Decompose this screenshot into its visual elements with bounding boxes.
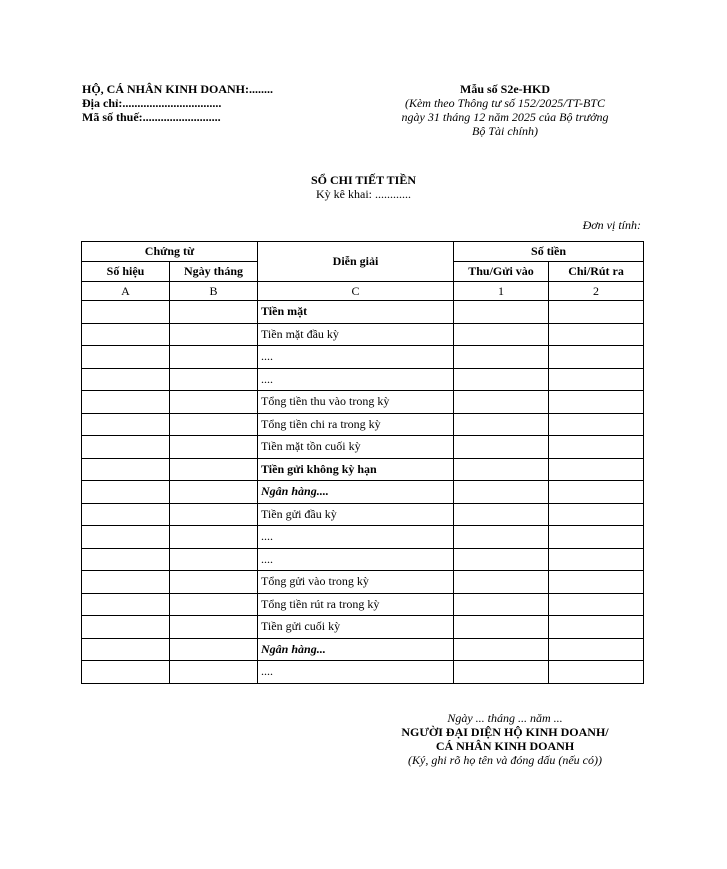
amount-out-cell bbox=[549, 548, 644, 571]
header-voucher-date: Ngày tháng bbox=[170, 262, 258, 282]
voucher-date-cell bbox=[170, 661, 258, 684]
description-cell: Tiền gửi đầu kỳ bbox=[258, 503, 454, 526]
amount-in-cell bbox=[454, 526, 549, 549]
table-row bbox=[82, 526, 644, 549]
amount-in-cell bbox=[454, 458, 549, 481]
signature-date: Ngày ... tháng ... năm ... bbox=[447, 711, 563, 725]
address-line: Địa chỉ:................................. bbox=[82, 96, 222, 110]
form-reference bbox=[380, 82, 630, 138]
voucher-number-cell bbox=[82, 661, 170, 684]
table-row bbox=[82, 503, 644, 526]
description-cell: Tổng tiền chi ra trong kỳ bbox=[258, 413, 454, 436]
description-cell: Tiền mặt đầu kỳ bbox=[258, 323, 454, 346]
tax-code-line: Mã số thuế:.......................... bbox=[82, 110, 221, 124]
amount-in-cell bbox=[454, 571, 549, 594]
voucher-date-cell bbox=[170, 458, 258, 481]
business-name-line: HỘ, CÁ NHÂN KINH DOANH:........ bbox=[82, 82, 273, 96]
unit-label: Đơn vị tính: bbox=[582, 218, 641, 232]
table-row bbox=[82, 368, 644, 391]
amount-in-cell bbox=[454, 391, 549, 414]
description-cell: Tổng tiền rút ra trong kỳ bbox=[258, 593, 454, 616]
business-info bbox=[82, 82, 273, 124]
column-letter: C bbox=[258, 282, 454, 301]
form-number: Mẫu số S2e-HKD bbox=[460, 82, 550, 96]
amount-out-cell bbox=[549, 526, 644, 549]
voucher-date-cell bbox=[170, 503, 258, 526]
table-row bbox=[82, 458, 644, 481]
amount-out-cell bbox=[549, 436, 644, 459]
header-amount-out: Chi/Rút ra bbox=[549, 262, 644, 282]
amount-out-cell bbox=[549, 413, 644, 436]
reporting-period: Kỳ kê khai: ............ bbox=[316, 187, 411, 201]
column-letter: 2 bbox=[549, 282, 644, 301]
voucher-date-cell bbox=[170, 391, 258, 414]
description-cell: .... bbox=[258, 368, 454, 391]
voucher-number-cell bbox=[82, 301, 170, 324]
description-cell: Tổng tiền thu vào trong kỳ bbox=[258, 391, 454, 414]
voucher-number-cell bbox=[82, 571, 170, 594]
description-cell: Ngân hàng... bbox=[258, 638, 454, 661]
voucher-date-cell bbox=[170, 346, 258, 369]
amount-out-cell bbox=[549, 661, 644, 684]
amount-out-cell bbox=[549, 391, 644, 414]
voucher-date-cell bbox=[170, 616, 258, 639]
amount-in-cell bbox=[454, 481, 549, 504]
amount-in-cell bbox=[454, 661, 549, 684]
cash-ledger-table bbox=[81, 241, 644, 684]
amount-out-cell bbox=[549, 593, 644, 616]
column-letter: A bbox=[82, 282, 170, 301]
voucher-date-cell bbox=[170, 548, 258, 571]
voucher-number-cell bbox=[82, 616, 170, 639]
voucher-number-cell bbox=[82, 503, 170, 526]
amount-in-cell bbox=[454, 323, 549, 346]
table-row bbox=[82, 481, 644, 504]
amount-out-cell bbox=[549, 571, 644, 594]
amount-out-cell bbox=[549, 481, 644, 504]
column-letter: 1 bbox=[454, 282, 549, 301]
voucher-date-cell bbox=[170, 638, 258, 661]
header-amount-in: Thu/Gửi vào bbox=[454, 262, 549, 282]
amount-in-cell bbox=[454, 413, 549, 436]
header-voucher: Chứng từ bbox=[82, 242, 258, 262]
voucher-date-cell bbox=[170, 481, 258, 504]
description-cell: Tiền gửi cuối kỳ bbox=[258, 616, 454, 639]
description-cell: Ngân hàng.... bbox=[258, 481, 454, 504]
voucher-date-cell bbox=[170, 301, 258, 324]
form-note-line-3: Bộ Tài chính) bbox=[472, 124, 538, 138]
description-cell: .... bbox=[258, 661, 454, 684]
amount-out-cell bbox=[549, 616, 644, 639]
amount-in-cell bbox=[454, 503, 549, 526]
column-letter-row bbox=[82, 282, 644, 301]
amount-in-cell bbox=[454, 638, 549, 661]
amount-in-cell bbox=[454, 368, 549, 391]
header-description: Diễn giải bbox=[258, 242, 454, 282]
representative-title-2: CÁ NHÂN KINH DOANH bbox=[435, 739, 575, 753]
amount-in-cell bbox=[454, 346, 549, 369]
description-cell: Tiền mặt bbox=[258, 301, 454, 324]
voucher-number-cell bbox=[82, 346, 170, 369]
description-cell: Tiền gửi không kỳ hạn bbox=[258, 458, 454, 481]
voucher-number-cell bbox=[82, 368, 170, 391]
voucher-date-cell bbox=[170, 413, 258, 436]
voucher-number-cell bbox=[82, 526, 170, 549]
voucher-number-cell bbox=[82, 593, 170, 616]
voucher-date-cell bbox=[170, 571, 258, 594]
document-title: SỔ CHI TIẾT TIỀN bbox=[310, 173, 417, 187]
table-row bbox=[82, 301, 644, 324]
voucher-number-cell bbox=[82, 481, 170, 504]
signature-block bbox=[380, 711, 630, 767]
table-row bbox=[82, 593, 644, 616]
description-cell: .... bbox=[258, 548, 454, 571]
header-voucher-number: Số hiệu bbox=[82, 262, 170, 282]
table-row bbox=[82, 638, 644, 661]
voucher-number-cell bbox=[82, 413, 170, 436]
amount-out-cell bbox=[549, 301, 644, 324]
table-row bbox=[82, 616, 644, 639]
voucher-number-cell bbox=[82, 458, 170, 481]
voucher-date-cell bbox=[170, 593, 258, 616]
description-cell: .... bbox=[258, 526, 454, 549]
table-row bbox=[82, 413, 644, 436]
form-note-line-1: (Kèm theo Thông tư số 152/2025/TT-BTC bbox=[404, 96, 605, 110]
representative-title-1: NGƯỜI ĐẠI DIỆN HỘ KINH DOANH/ bbox=[401, 725, 609, 739]
header-amount: Số tiền bbox=[454, 242, 644, 262]
voucher-number-cell bbox=[82, 638, 170, 661]
title-block bbox=[0, 173, 727, 201]
table-row bbox=[82, 391, 644, 414]
table-row bbox=[82, 323, 644, 346]
voucher-number-cell bbox=[82, 436, 170, 459]
table-row bbox=[82, 571, 644, 594]
amount-out-cell bbox=[549, 458, 644, 481]
amount-in-cell bbox=[454, 301, 549, 324]
voucher-date-cell bbox=[170, 526, 258, 549]
amount-in-cell bbox=[454, 548, 549, 571]
voucher-date-cell bbox=[170, 368, 258, 391]
amount-out-cell bbox=[549, 503, 644, 526]
amount-out-cell bbox=[549, 638, 644, 661]
description-cell: Tiền mặt tồn cuối kỳ bbox=[258, 436, 454, 459]
amount-in-cell bbox=[454, 593, 549, 616]
amount-out-cell bbox=[549, 323, 644, 346]
amount-out-cell bbox=[549, 368, 644, 391]
voucher-date-cell bbox=[170, 323, 258, 346]
amount-in-cell bbox=[454, 616, 549, 639]
form-note-line-2: ngày 31 tháng 12 năm 2025 của Bộ trưởng bbox=[401, 110, 609, 124]
table-row bbox=[82, 346, 644, 369]
signature-instruction: (Ký, ghi rõ họ tên và đóng dấu (nếu có)) bbox=[408, 753, 602, 767]
table-row bbox=[82, 548, 644, 571]
voucher-number-cell bbox=[82, 391, 170, 414]
description-cell: .... bbox=[258, 346, 454, 369]
voucher-date-cell bbox=[170, 436, 258, 459]
column-letter: B bbox=[170, 282, 258, 301]
voucher-number-cell bbox=[82, 548, 170, 571]
table-row bbox=[82, 436, 644, 459]
amount-out-cell bbox=[549, 346, 644, 369]
voucher-number-cell bbox=[82, 323, 170, 346]
description-cell: Tổng gửi vào trong kỳ bbox=[258, 571, 454, 594]
amount-in-cell bbox=[454, 436, 549, 459]
table-row bbox=[82, 661, 644, 684]
